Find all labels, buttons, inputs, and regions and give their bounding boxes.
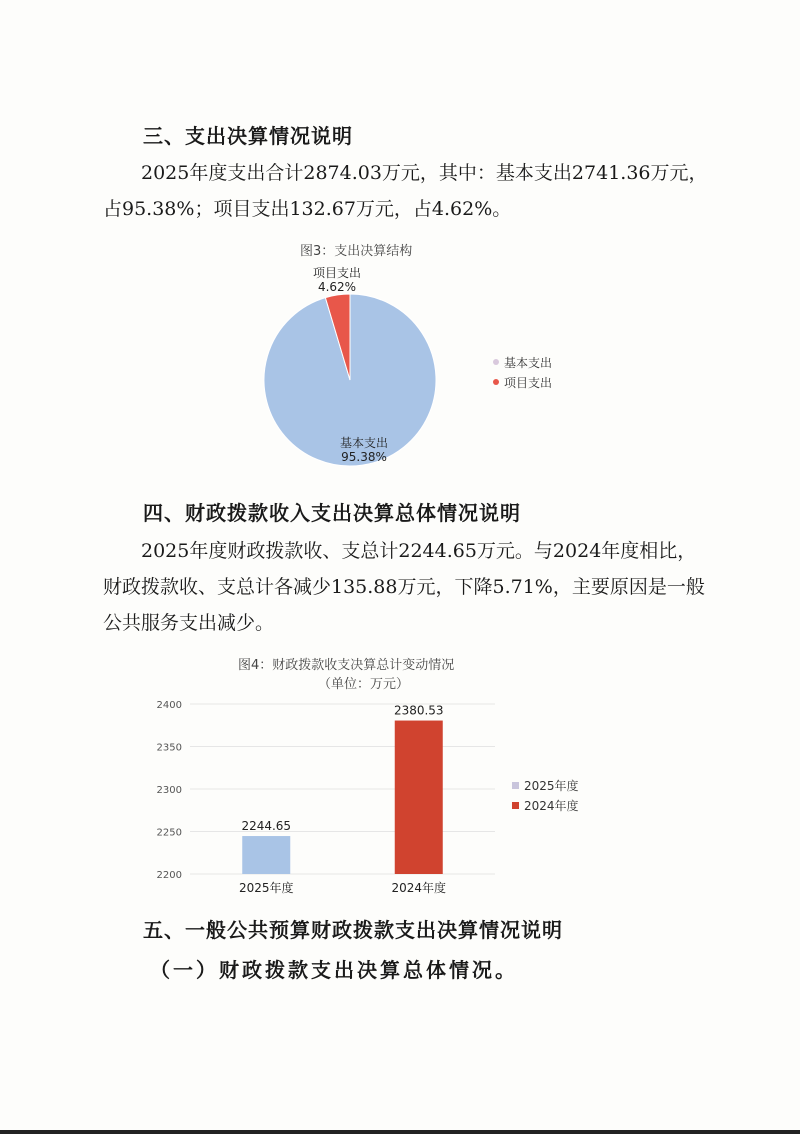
fig4-bar-chart [150, 690, 510, 900]
fig4-subtitle: （单位：万元） [318, 677, 410, 692]
x-tick-label: 2024年度 [391, 881, 447, 895]
section-heading-4: 四、财政拨款收入支出决算总体情况说明 [143, 501, 521, 525]
section-paragraph-4: 2025年度财政拨款收、支总计2244.65万元。与2024年度相比，财政拨款收、支总计各减少135.88万元，下降5.71%，主要原因是一般公共服务支出减少。 [103, 540, 705, 634]
legend-item-basic [493, 352, 552, 372]
legend-label-project: 项目支出 [504, 375, 553, 390]
bar-value-label: 2380.53 [393, 703, 444, 718]
legend-swatch-2024 [512, 802, 519, 809]
bar [242, 836, 290, 874]
legend-label-2024: 2024年度 [524, 798, 579, 813]
fig4-title: 图4：财政拨款收支决算总计变动情况 [238, 658, 455, 673]
y-tick-label: 2250 [156, 827, 182, 839]
pie-label-basic [340, 436, 388, 464]
y-tick-label: 2300 [156, 785, 182, 796]
pie-label-basic-name: 基本支出 [340, 436, 389, 450]
fig3-legend [493, 352, 552, 392]
x-tick-label: 2025年度 [238, 881, 294, 895]
fig3-title: 图3：支出决算结构 [300, 244, 413, 259]
legend-swatch-project [493, 379, 499, 385]
pie-label-project [313, 266, 361, 294]
legend-item-2025 [512, 775, 579, 795]
y-tick-label: 2400 [156, 700, 182, 711]
page-bottom-edge [0, 1130, 800, 1134]
legend-swatch-basic [493, 359, 499, 365]
pie-label-basic-pct: 95.38% [341, 450, 387, 464]
pie-label-project-name: 项目支出 [313, 266, 362, 280]
legend-item-project [493, 372, 552, 392]
bar-value-label: 2244.65 [241, 819, 292, 834]
pie-label-project-pct: 4.62% [317, 280, 357, 294]
section-heading-3: 三、支出决算情况说明 [143, 124, 353, 148]
legend-swatch-2025 [512, 782, 519, 789]
fig4-legend [512, 775, 579, 815]
y-tick-label: 2350 [156, 742, 182, 754]
legend-label-2025: 2025年度 [524, 778, 579, 793]
bar [395, 721, 443, 874]
legend-label-basic: 基本支出 [504, 355, 553, 370]
section-heading-5: 五、一般公共预算财政拨款支出决算情况说明 [143, 918, 563, 942]
y-tick-label: 2200 [156, 870, 182, 881]
legend-item-2024 [512, 795, 579, 815]
section-paragraph-3: 2025年度支出合计2874.03万元，其中：基本支出2741.36万元，占95.38%；项目支出132.67万元，占4.62%。 [103, 162, 708, 220]
section-subheading-5-1: （一）财政拨款支出决算总体情况。 [150, 958, 518, 982]
